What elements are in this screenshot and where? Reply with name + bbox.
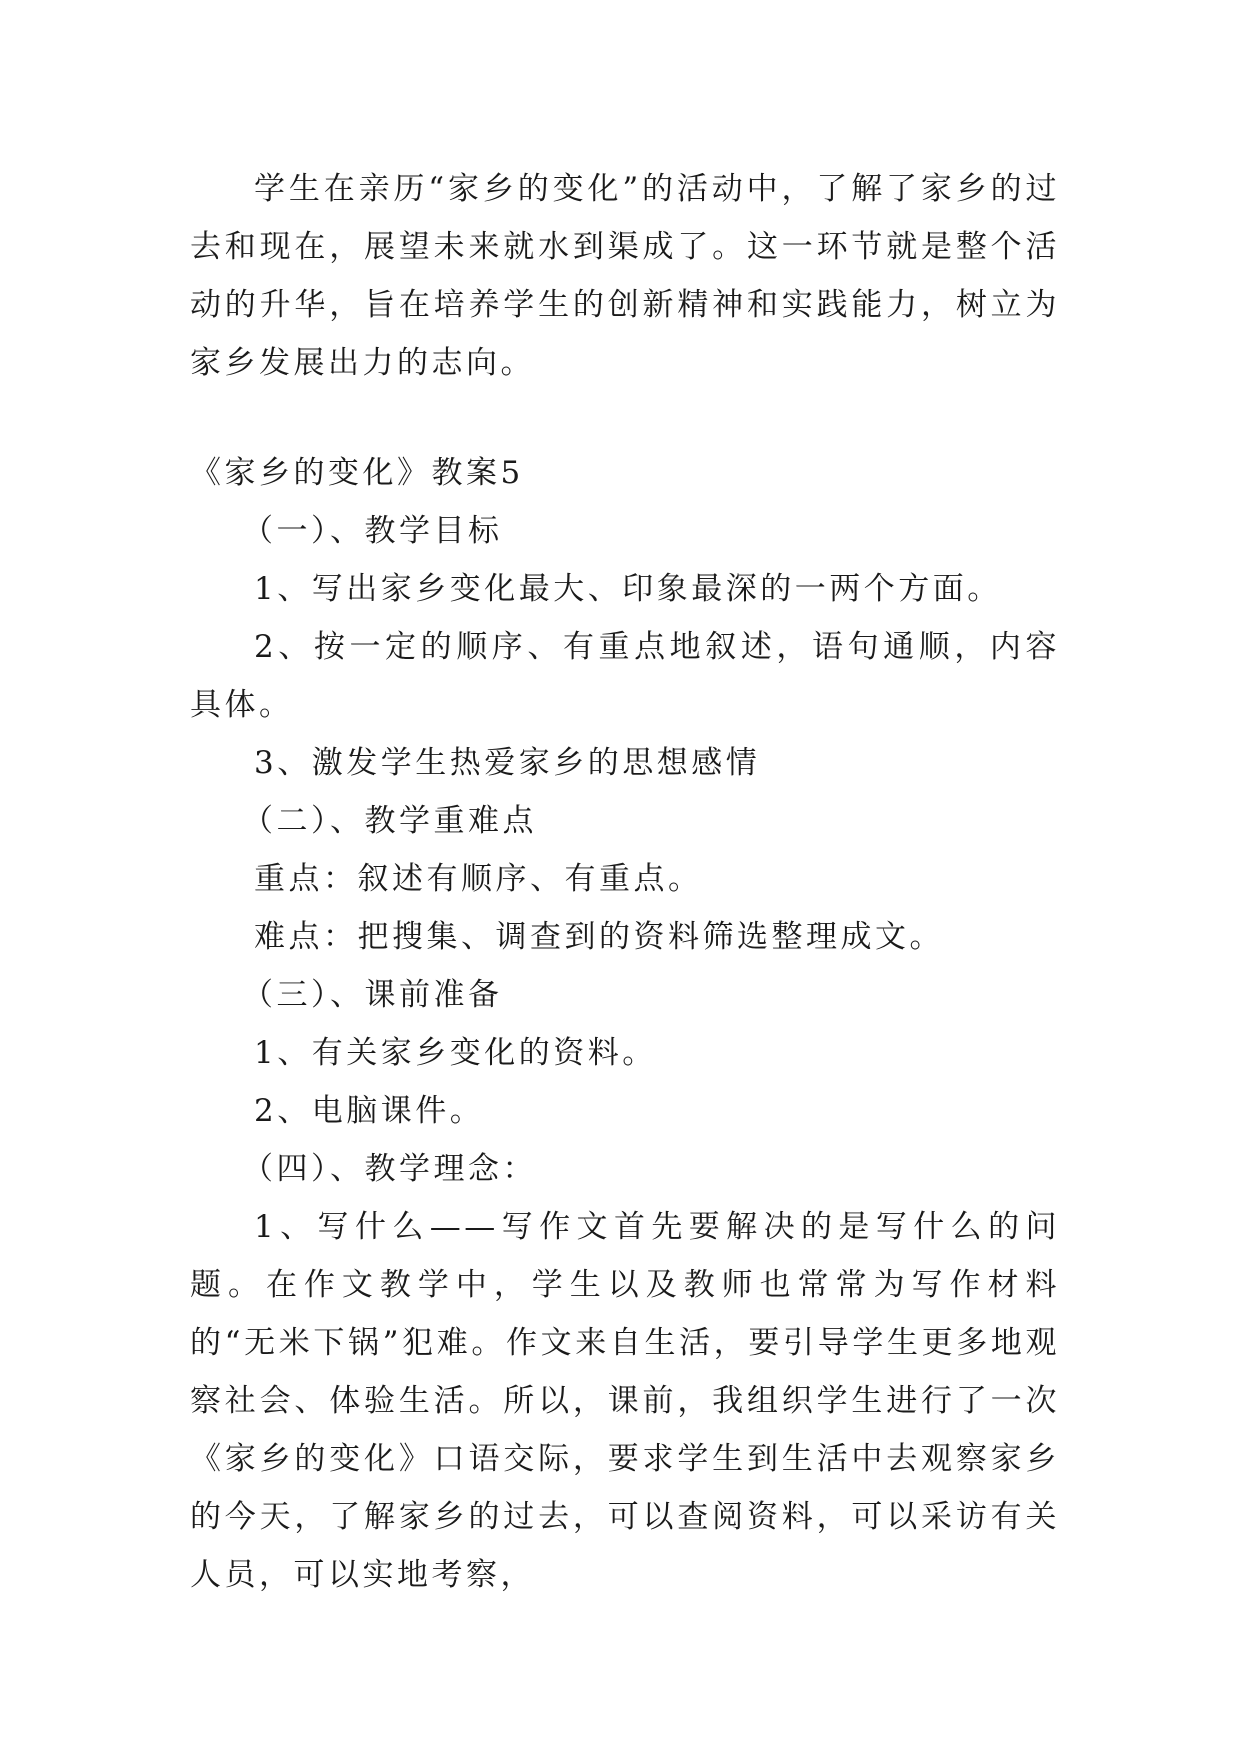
key-point: 重点：叙述有顺序、有重点。 xyxy=(254,861,703,897)
document-body xyxy=(190,160,1060,1604)
section-heading-preparation: （三）、课前准备 xyxy=(242,977,503,1013)
goal-item-1: 1、写出家乡变化最大、印象最深的一两个方面。 xyxy=(254,571,1002,607)
section-heading-goals: （一）、教学目标 xyxy=(242,513,503,549)
difficult-point: 难点：把搜集、调查到的资料筛选整理成文。 xyxy=(254,919,944,955)
prep-item-1: 1、有关家乡变化的资料。 xyxy=(254,1035,657,1071)
lesson-title: 《家乡的变化》教案5 xyxy=(190,455,524,491)
concept-paragraph-1: 1、写什么——写作文首先要解决的是写什么的问题。在作文教学中，学生以及教师也常常为写作材料的“无米下锅”犯难。作文来自生活，要引导学生更多地观察社会、体验生活。所以，课前，我组织学生进行了一次《家乡的变化》口语交际，要求学生到生活中去观察家乡的今天，了解家乡的过去，可以查阅资料，可以采访有关人员，可以实地考察， xyxy=(190,1209,1060,1593)
goal-item-3: 3、激发学生热爱家乡的思想感情 xyxy=(254,745,761,781)
intro-paragraph: 学生在亲历“家乡的变化”的活动中，了解了家乡的过去和现在，展望未来就水到渠成了。这一环节就是整个活动的升华，旨在培养学生的创新精神和实践能力，树立为家乡发展出力的志向。 xyxy=(190,171,1060,381)
goal-item-2: 2、按一定的顺序、有重点地叙述，语句通顺，内容具体。 xyxy=(190,629,1060,723)
section-heading-concept: （四）、教学理念： xyxy=(242,1151,537,1187)
prep-item-2: 2、电脑课件。 xyxy=(254,1093,485,1129)
section-heading-key-points: （二）、教学重难点 xyxy=(242,803,537,839)
